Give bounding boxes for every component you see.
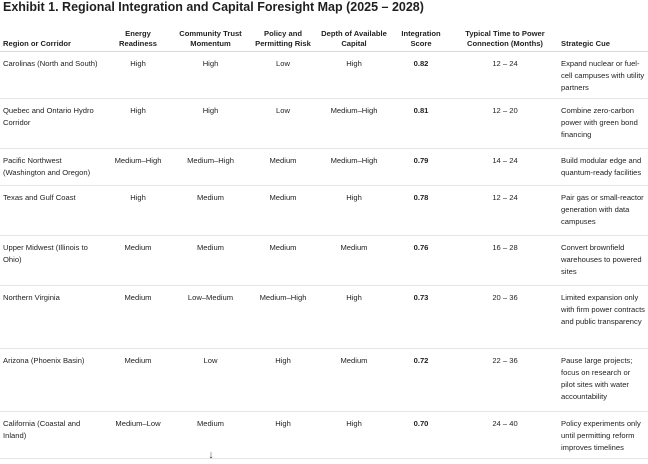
column-header: Depth of Available Capital (318, 17, 390, 52)
strategic-cue-cell: Pair gas or small-reactor generation with data campuses (558, 186, 648, 236)
page-title: Exhibit 1. Regional Integration and Capital Foresight Map (2025 – 2028) (3, 0, 424, 14)
community-trust-cell: High (173, 52, 248, 99)
region-cell: Northern Virginia (0, 286, 103, 349)
table-row (0, 286, 648, 349)
capital-depth-cell: High (318, 286, 390, 349)
policy-risk-cell: High (248, 412, 318, 459)
community-trust-cell: Medium (173, 236, 248, 286)
strategic-cue-cell: Expand nuclear or fuel-cell campuses with utility partners (558, 52, 648, 99)
integration-score-cell: 0.78 (390, 186, 452, 236)
integration-score-cell: 0.72 (390, 349, 452, 412)
time-to-power-cell: 16 – 28 (452, 236, 558, 286)
strategic-cue-cell: Build modular edge and quantum-ready facilities (558, 149, 648, 186)
energy-readiness-cell: High (103, 52, 173, 99)
integration-score-cell: 0.82 (390, 52, 452, 99)
policy-risk-cell: Low (248, 99, 318, 149)
time-to-power-cell: 14 – 24 (452, 149, 558, 186)
integration-score-cell: 0.73 (390, 286, 452, 349)
table-row (0, 186, 648, 236)
energy-readiness-cell: High (103, 99, 173, 149)
energy-readiness-cell: Medium (103, 349, 173, 412)
arrow-down-icon[interactable]: ↓ (208, 449, 214, 461)
capital-depth-cell: Medium (318, 236, 390, 286)
region-cell: California (Coastal and Inland) (0, 412, 103, 459)
time-to-power-cell: 22 – 36 (452, 349, 558, 412)
strategic-cue-cell: Combine zero-carbon power with green bond financing (558, 99, 648, 149)
table-row (0, 149, 648, 186)
time-to-power-cell: 12 – 24 (452, 186, 558, 236)
community-trust-cell: Medium (173, 186, 248, 236)
energy-readiness-cell: Medium–Low (103, 412, 173, 459)
capital-depth-cell: Medium–High (318, 149, 390, 186)
integration-score-cell: 0.70 (390, 412, 452, 459)
table-row (0, 236, 648, 286)
table-row (0, 349, 648, 412)
capital-depth-cell: High (318, 52, 390, 99)
policy-risk-cell: High (248, 349, 318, 412)
time-to-power-cell: 12 – 24 (452, 52, 558, 99)
capital-depth-cell: High (318, 412, 390, 459)
policy-risk-cell: Low (248, 52, 318, 99)
capital-depth-cell: Medium–High (318, 99, 390, 149)
capital-depth-cell: High (318, 186, 390, 236)
region-cell: Carolinas (North and South) (0, 52, 103, 99)
energy-readiness-cell: Medium–High (103, 149, 173, 186)
energy-readiness-cell: High (103, 186, 173, 236)
table-row (0, 99, 648, 149)
table-header-row (0, 17, 648, 52)
capital-depth-cell: Medium (318, 349, 390, 412)
strategic-cue-cell: Limited expansion only with firm power contracts and public transparency (558, 286, 648, 349)
integration-score-cell: 0.76 (390, 236, 452, 286)
column-header: Region or Corridor (0, 17, 103, 52)
community-trust-cell: Medium–High (173, 149, 248, 186)
region-cell: Quebec and Ontario Hydro Corridor (0, 99, 103, 149)
policy-risk-cell: Medium (248, 236, 318, 286)
policy-risk-cell: Medium–High (248, 286, 318, 349)
policy-risk-cell: Medium (248, 186, 318, 236)
time-to-power-cell: 12 – 20 (452, 99, 558, 149)
integration-score-cell: 0.79 (390, 149, 452, 186)
integration-score-cell: 0.81 (390, 99, 452, 149)
strategic-cue-cell: Policy experiments only until permitting reform improves timelines (558, 412, 648, 459)
strategic-cue-cell: Pause large projects; focus on research or pilot sites with water accountability (558, 349, 648, 412)
column-header: Typical Time to Power Connection (Months) (452, 17, 558, 52)
community-trust-cell: Low–Medium (173, 286, 248, 349)
table-row (0, 52, 648, 99)
strategic-cue-cell: Convert brownfield warehouses to powered sites (558, 236, 648, 286)
region-table (0, 17, 648, 459)
column-header: Community Trust Momentum (173, 17, 248, 52)
time-to-power-cell: 20 – 36 (452, 286, 558, 349)
region-cell: Arizona (Phoenix Basin) (0, 349, 103, 412)
energy-readiness-cell: Medium (103, 236, 173, 286)
region-cell: Texas and Gulf Coast (0, 186, 103, 236)
community-trust-cell: High (173, 99, 248, 149)
time-to-power-cell: 24 – 40 (452, 412, 558, 459)
region-cell: Pacific Northwest (Washington and Oregon) (0, 149, 103, 186)
column-header: Integration Score (390, 17, 452, 52)
column-header: Energy Readiness (103, 17, 173, 52)
community-trust-cell: Medium (173, 412, 248, 459)
policy-risk-cell: Medium (248, 149, 318, 186)
column-header: Strategic Cue (558, 17, 648, 52)
region-cell: Upper Midwest (Illinois to Ohio) (0, 236, 103, 286)
community-trust-cell: Low (173, 349, 248, 412)
column-header: Policy and Permitting Risk (248, 17, 318, 52)
table-row (0, 412, 648, 459)
energy-readiness-cell: Medium (103, 286, 173, 349)
